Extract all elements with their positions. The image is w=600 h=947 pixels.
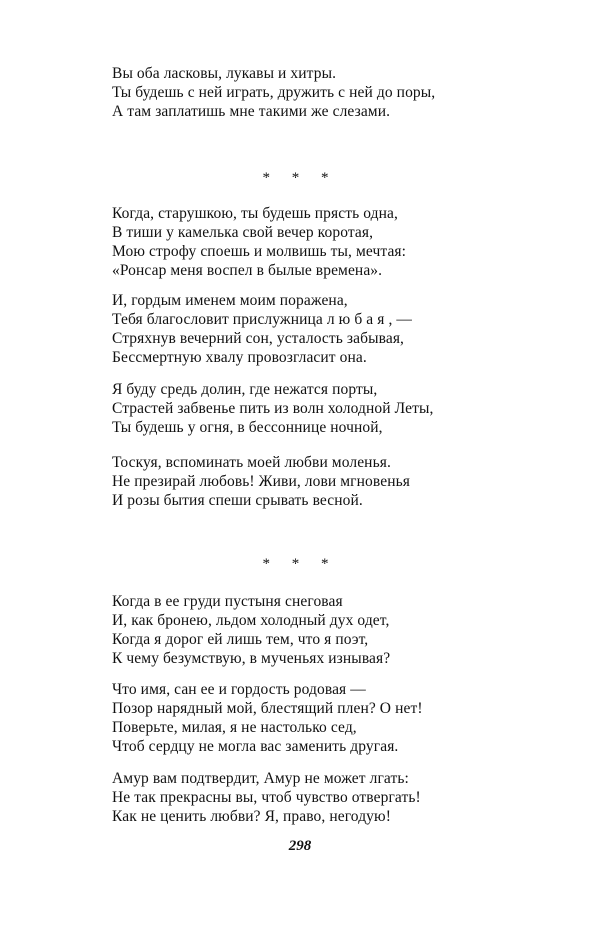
stanza [112, 769, 492, 826]
verse-line: Чтоб сердцу не могла вас заменить другая. [112, 738, 399, 755]
verse-line: Амур вам подтвердит, Амур не может лгать: [112, 770, 409, 787]
verse-line: А там заплатишь мне такими же слезами. [112, 103, 391, 120]
verse-line: Ты будешь с ней играть, дружить с ней до поры, [112, 84, 436, 101]
verse-line: Бессмертную хвалу провозгласит она. [112, 349, 367, 366]
verse-line: Ты будешь у огня, в бессоннице ночной, [112, 419, 383, 436]
verse-line: Когда, старушкою, ты будешь прясть одна, [112, 205, 398, 222]
verse-line: В тиши у камелька свой вечер коротая, [112, 224, 374, 241]
verse-line: Не так прекрасны вы, чтоб чувство отвергать! [112, 789, 421, 806]
stanza [112, 204, 492, 280]
verse-line: Как не ценить любви? Я, право, негодую! [112, 808, 391, 825]
verse-line: И, как бронею, льдом холодный дух одет, [112, 612, 390, 629]
stanza [112, 453, 492, 510]
verse-line: «Ронсар меня воспел в былые времена». [112, 262, 383, 279]
verse-line: И розы бытия спеши срывать весной. [112, 492, 363, 509]
page-number: 298 [288, 838, 312, 854]
verse-line: Позор нарядный мой, блестящий плен? О нет! [112, 700, 423, 717]
section-separator: * * * [262, 170, 338, 186]
verse-line: Поверьте, милая, я не настолько сед, [112, 719, 357, 736]
verse-line: Стряхнув вечерний сон, усталость забывая, [112, 330, 405, 347]
stanza [112, 380, 492, 437]
stanza-previous-poem-end [112, 64, 492, 121]
verse-line: Мою строфу споешь и молвишь ты, мечтая: [112, 243, 407, 260]
verse-line: Тоскуя, вспоминать моей любви моленья. [112, 454, 391, 471]
verse-line: Когда я дорог ей лишь тем, что я поэт, [112, 631, 369, 648]
verse-line: Вы оба ласковы, лукавы и хитры. [112, 65, 337, 82]
verse-line: Тебя благословит прислужница л ю б а я , — [112, 311, 412, 328]
verse-line: Страстей забвенье пить из волн холодной Леты, [112, 400, 434, 417]
verse-line: Когда в ее груди пустыня снеговая [112, 593, 343, 610]
section-separator: * * * [262, 556, 338, 572]
verse-line: К чему безумствую, в мученьях изнывая? [112, 650, 391, 667]
verse-line: Я буду средь долин, где нежатся порты, [112, 381, 378, 398]
verse-line: Что имя, сан ее и гордость родовая — [112, 681, 366, 698]
verse-line: Не презирай любовь! Живи, лови мгновенья [112, 473, 410, 490]
stanza [112, 291, 492, 367]
stanza [112, 680, 492, 756]
stanza [112, 592, 492, 668]
verse-line: И, гордым именем моим поражена, [112, 292, 348, 309]
